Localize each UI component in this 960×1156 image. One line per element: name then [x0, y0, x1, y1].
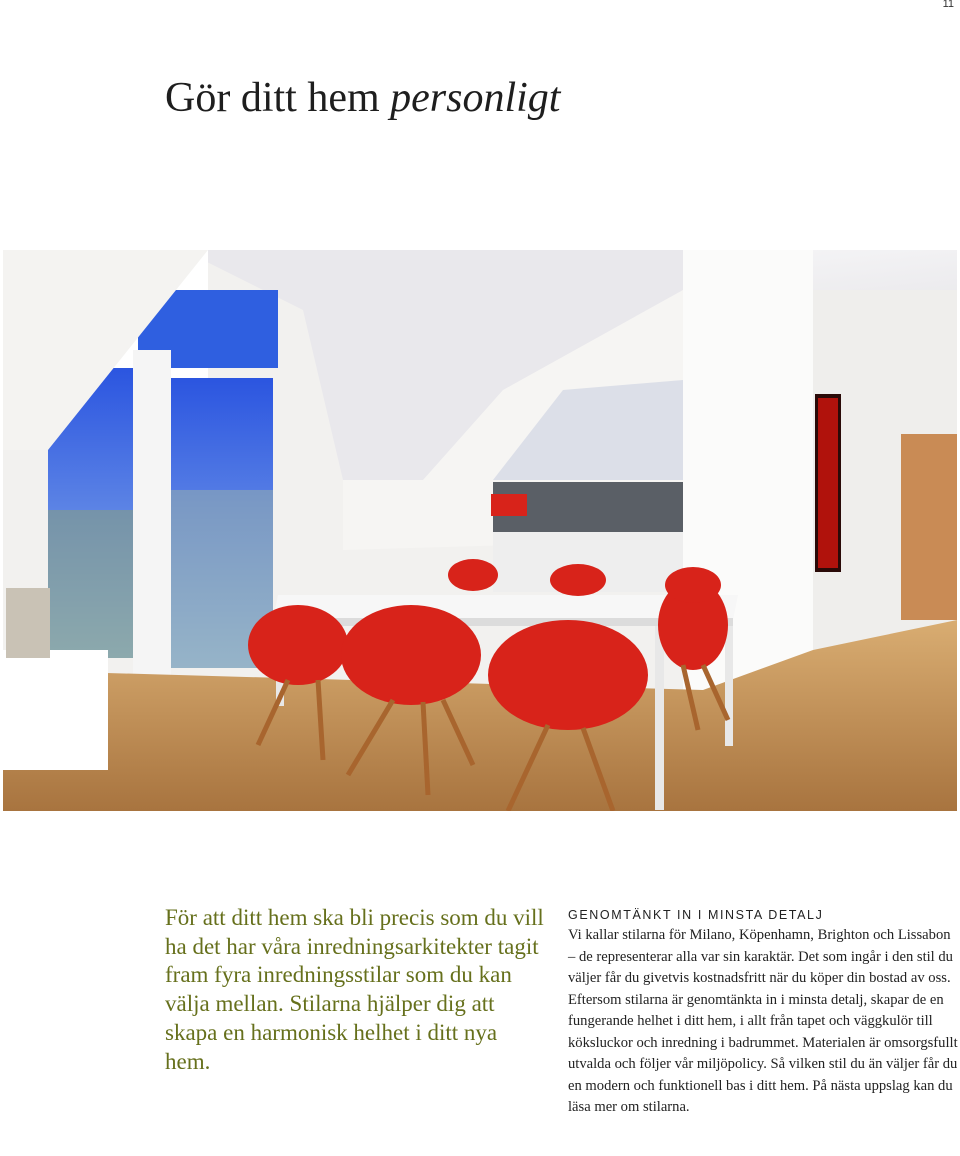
sidebar: [568, 907, 958, 1119]
sidebar-body: Vi kallar stilarna för Milano, Köpenhamn, Brighton och Lissabon – de representerar alla var sin karaktär. Det som ingår i den stil du väljer får du givetvis kostnadsfritt när du köper din bostad av oss. Eftersom stilarna är genomtänkta in i minsta detalj, skapar de en fungerande helhet i ditt hem, i allt från tapet och väggkulör till köksluckor och inredning i badrummet. Materialen är omsorgsfullt utvalda och följer vår miljöpolicy. Så vilken stil du än väljer får du en modern och funktionell bas i ditt hem. På nästa uppslag kan du läsa mer om stilarna.: [568, 927, 958, 1115]
title-emphasis: personligt: [390, 75, 561, 121]
intro-text: För att ditt hem ska bli precis som du vill ha det har våra inredningsarkitekter tagit fram fyra inredningsstilar som du kan välja mellan. Stilarna hjälper dig att skapa en harmonisk helhet i ditt nya hem.: [165, 905, 544, 1074]
page-number: 11: [942, 0, 954, 10]
interior-photo: [3, 250, 957, 811]
sidebar-heading: GENOMTÄNKT IN I MINSTA DETALJ: [568, 908, 824, 922]
title-main: Gör ditt hem: [165, 75, 391, 121]
page-title: [165, 74, 560, 122]
